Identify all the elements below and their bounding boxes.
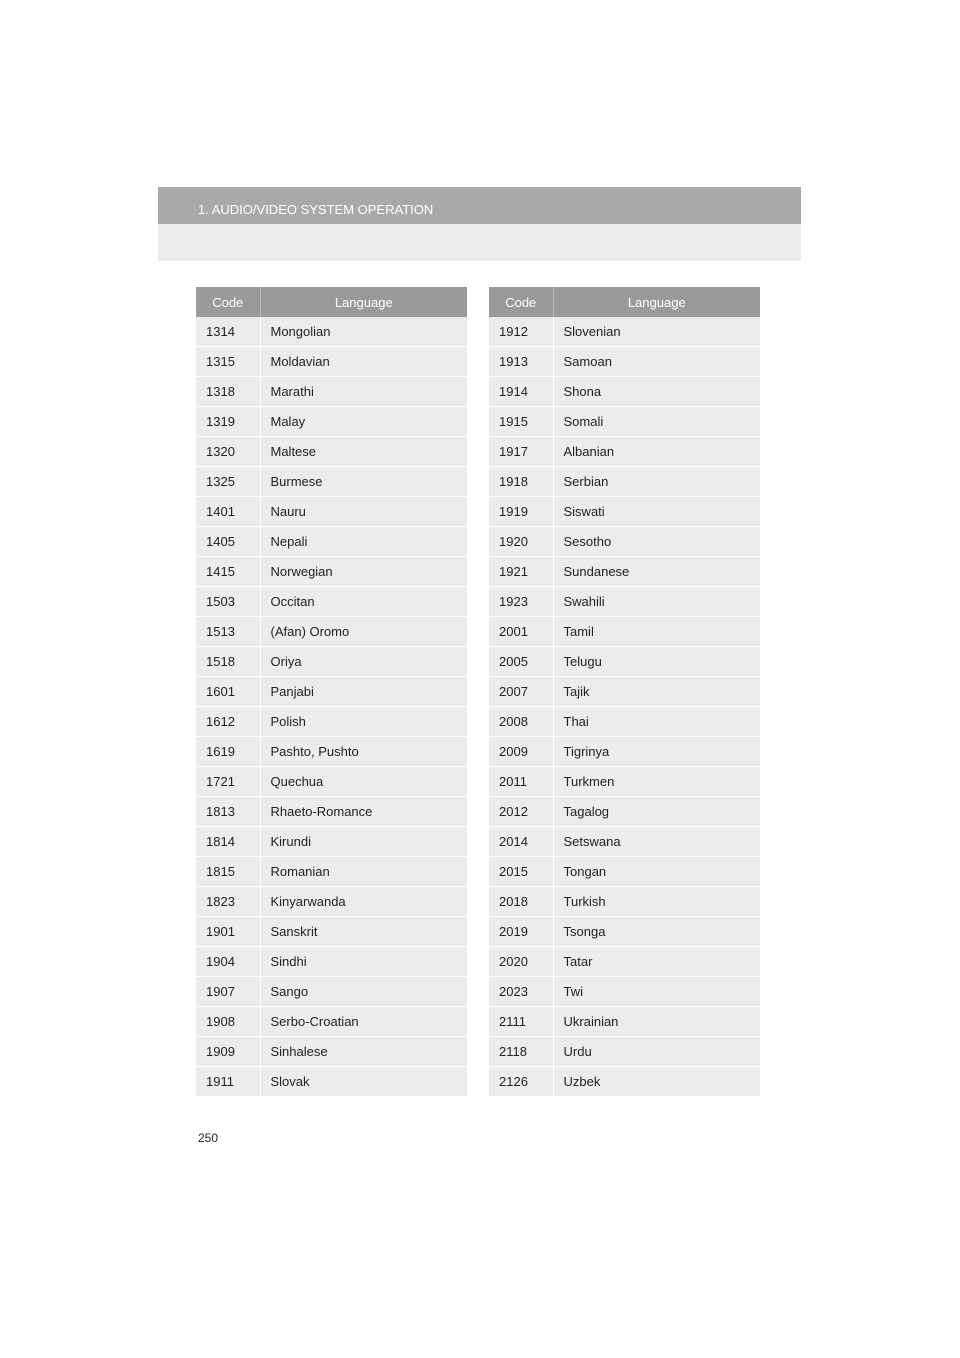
language-code-cell: 1401 <box>196 497 260 527</box>
table-row <box>489 437 760 467</box>
language-code-cell: 2015 <box>489 857 553 887</box>
language-code-cell: 2126 <box>489 1067 553 1097</box>
table-row <box>196 947 467 977</box>
table-row <box>489 527 760 557</box>
language-code-cell: 2001 <box>489 617 553 647</box>
language-code-cell: 2019 <box>489 917 553 947</box>
table-row <box>489 587 760 617</box>
table-row <box>489 347 760 377</box>
table-row <box>489 377 760 407</box>
table-row <box>196 767 467 797</box>
language-name-cell: Sesotho <box>553 527 760 557</box>
table-row <box>196 317 467 347</box>
language-code-cell: 1907 <box>196 977 260 1007</box>
table-row <box>196 1067 467 1097</box>
language-column-header: Language <box>260 287 467 317</box>
table-row <box>196 587 467 617</box>
section-header <box>158 187 801 261</box>
language-code-cell: 1823 <box>196 887 260 917</box>
language-code-cell: 1815 <box>196 857 260 887</box>
table-row <box>489 767 760 797</box>
language-name-cell: Uzbek <box>553 1067 760 1097</box>
language-code-cell: 1919 <box>489 497 553 527</box>
language-name-cell: Marathi <box>260 377 467 407</box>
table-row <box>196 887 467 917</box>
language-name-cell: Samoan <box>553 347 760 377</box>
language-code-cell: 1318 <box>196 377 260 407</box>
language-code-cell: 1920 <box>489 527 553 557</box>
table-row <box>196 407 467 437</box>
table-row <box>196 1037 467 1067</box>
code-column-header: Code <box>489 287 553 317</box>
table-row <box>196 467 467 497</box>
table-row <box>196 677 467 707</box>
table-row <box>196 347 467 377</box>
table-row <box>489 407 760 437</box>
language-name-cell: Tigrinya <box>553 737 760 767</box>
language-name-cell: Slovak <box>260 1067 467 1097</box>
language-name-cell: Quechua <box>260 767 467 797</box>
language-name-cell: Sango <box>260 977 467 1007</box>
language-name-cell: Thai <box>553 707 760 737</box>
language-name-cell: Kinyarwanda <box>260 887 467 917</box>
table-row <box>196 497 467 527</box>
language-name-cell: Occitan <box>260 587 467 617</box>
language-name-cell: Swahili <box>553 587 760 617</box>
language-name-cell: Maltese <box>260 437 467 467</box>
language-name-cell: Siswati <box>553 497 760 527</box>
table-row <box>196 827 467 857</box>
table-row <box>196 617 467 647</box>
language-code-cell: 1325 <box>196 467 260 497</box>
language-code-cell: 1915 <box>489 407 553 437</box>
table-row <box>196 377 467 407</box>
language-name-cell: Twi <box>553 977 760 1007</box>
language-code-cell: 1904 <box>196 947 260 977</box>
language-code-cell: 2018 <box>489 887 553 917</box>
language-name-cell: Telugu <box>553 647 760 677</box>
table-row <box>489 497 760 527</box>
table-row <box>489 947 760 977</box>
language-code-cell: 2012 <box>489 797 553 827</box>
language-code-cell: 1814 <box>196 827 260 857</box>
language-name-cell: Rhaeto-Romance <box>260 797 467 827</box>
language-code-table-right <box>489 287 760 1097</box>
table-header-row <box>196 287 467 317</box>
language-name-cell: Sanskrit <box>260 917 467 947</box>
language-name-cell: Tsonga <box>553 917 760 947</box>
language-code-cell: 2007 <box>489 677 553 707</box>
table-row <box>196 737 467 767</box>
language-code-cell: 1813 <box>196 797 260 827</box>
language-name-cell: Romanian <box>260 857 467 887</box>
table-row <box>489 677 760 707</box>
table-header-row <box>489 287 760 317</box>
language-name-cell: Oriya <box>260 647 467 677</box>
language-name-cell: Slovenian <box>553 317 760 347</box>
language-name-cell: Sindhi <box>260 947 467 977</box>
language-code-cell: 1913 <box>489 347 553 377</box>
table-row <box>489 737 760 767</box>
language-name-cell: Serbo-Croatian <box>260 1007 467 1037</box>
language-name-cell: Turkish <box>553 887 760 917</box>
language-code-cell: 1314 <box>196 317 260 347</box>
language-code-cell: 1923 <box>489 587 553 617</box>
table-row <box>196 797 467 827</box>
table-row <box>196 647 467 677</box>
language-code-cell: 2020 <box>489 947 553 977</box>
language-name-cell: Nauru <box>260 497 467 527</box>
page-number: 250 <box>198 1131 219 1145</box>
language-name-cell: Norwegian <box>260 557 467 587</box>
language-name-cell: Kirundi <box>260 827 467 857</box>
language-name-cell: Tamil <box>553 617 760 647</box>
table-row <box>196 707 467 737</box>
language-name-cell: Turkmen <box>553 767 760 797</box>
language-name-cell: Somali <box>553 407 760 437</box>
table-row <box>196 437 467 467</box>
language-name-cell: Sundanese <box>553 557 760 587</box>
table-row <box>489 917 760 947</box>
language-code-cell: 1908 <box>196 1007 260 1037</box>
language-name-cell: Pashto, Pushto <box>260 737 467 767</box>
language-name-cell: Mongolian <box>260 317 467 347</box>
table-row <box>489 857 760 887</box>
language-code-cell: 2111 <box>489 1007 553 1037</box>
language-code-cell: 1918 <box>489 467 553 497</box>
language-column-header: Language <box>553 287 760 317</box>
language-code-cell: 1901 <box>196 917 260 947</box>
language-code-cell: 1601 <box>196 677 260 707</box>
language-code-cell: 1914 <box>489 377 553 407</box>
language-code-cell: 1721 <box>196 767 260 797</box>
table-row <box>489 1037 760 1067</box>
table-row <box>489 617 760 647</box>
language-name-cell: Tajik <box>553 677 760 707</box>
language-name-cell: Moldavian <box>260 347 467 377</box>
language-code-cell: 2011 <box>489 767 553 797</box>
header-band <box>158 224 801 261</box>
code-column-header: Code <box>196 287 260 317</box>
language-code-cell: 1921 <box>489 557 553 587</box>
language-name-cell: Malay <box>260 407 467 437</box>
language-code-cell: 1619 <box>196 737 260 767</box>
language-code-cell: 1405 <box>196 527 260 557</box>
language-name-cell: (Afan) Oromo <box>260 617 467 647</box>
language-name-cell: Tongan <box>553 857 760 887</box>
table-row <box>489 797 760 827</box>
language-code-cell: 1503 <box>196 587 260 617</box>
language-code-cell: 2014 <box>489 827 553 857</box>
language-name-cell: Nepali <box>260 527 467 557</box>
language-name-cell: Panjabi <box>260 677 467 707</box>
language-code-cell: 1912 <box>489 317 553 347</box>
table-row <box>489 887 760 917</box>
language-code-cell: 1415 <box>196 557 260 587</box>
language-code-cell: 1518 <box>196 647 260 677</box>
language-code-cell: 2009 <box>489 737 553 767</box>
table-row <box>489 467 760 497</box>
language-code-cell: 1917 <box>489 437 553 467</box>
table-row <box>196 917 467 947</box>
language-code-cell: 1319 <box>196 407 260 437</box>
language-name-cell: Tagalog <box>553 797 760 827</box>
table-row <box>196 527 467 557</box>
language-name-cell: Ukrainian <box>553 1007 760 1037</box>
language-name-cell: Serbian <box>553 467 760 497</box>
language-code-cell: 1320 <box>196 437 260 467</box>
language-code-cell: 1315 <box>196 347 260 377</box>
language-code-cell: 1513 <box>196 617 260 647</box>
table-row <box>196 1007 467 1037</box>
language-name-cell: Setswana <box>553 827 760 857</box>
language-name-cell: Tatar <box>553 947 760 977</box>
table-row <box>489 977 760 1007</box>
language-code-table-left <box>196 287 467 1097</box>
table-row <box>196 977 467 1007</box>
table-row <box>489 317 760 347</box>
language-code-cell: 1911 <box>196 1067 260 1097</box>
language-code-cell: 2118 <box>489 1037 553 1067</box>
table-row <box>489 1067 760 1097</box>
language-name-cell: Polish <box>260 707 467 737</box>
language-code-cell: 1612 <box>196 707 260 737</box>
language-code-cell: 2005 <box>489 647 553 677</box>
table-row <box>196 857 467 887</box>
language-code-cell: 1909 <box>196 1037 260 1067</box>
language-name-cell: Shona <box>553 377 760 407</box>
table-row <box>489 827 760 857</box>
table-row <box>489 707 760 737</box>
section-title: 1. AUDIO/VIDEO SYSTEM OPERATION <box>158 187 801 224</box>
table-row <box>196 557 467 587</box>
language-name-cell: Sinhalese <box>260 1037 467 1067</box>
table-row <box>489 557 760 587</box>
language-name-cell: Albanian <box>553 437 760 467</box>
language-code-cell: 2023 <box>489 977 553 1007</box>
language-name-cell: Urdu <box>553 1037 760 1067</box>
table-row <box>489 1007 760 1037</box>
language-name-cell: Burmese <box>260 467 467 497</box>
language-code-cell: 2008 <box>489 707 553 737</box>
table-row <box>489 647 760 677</box>
